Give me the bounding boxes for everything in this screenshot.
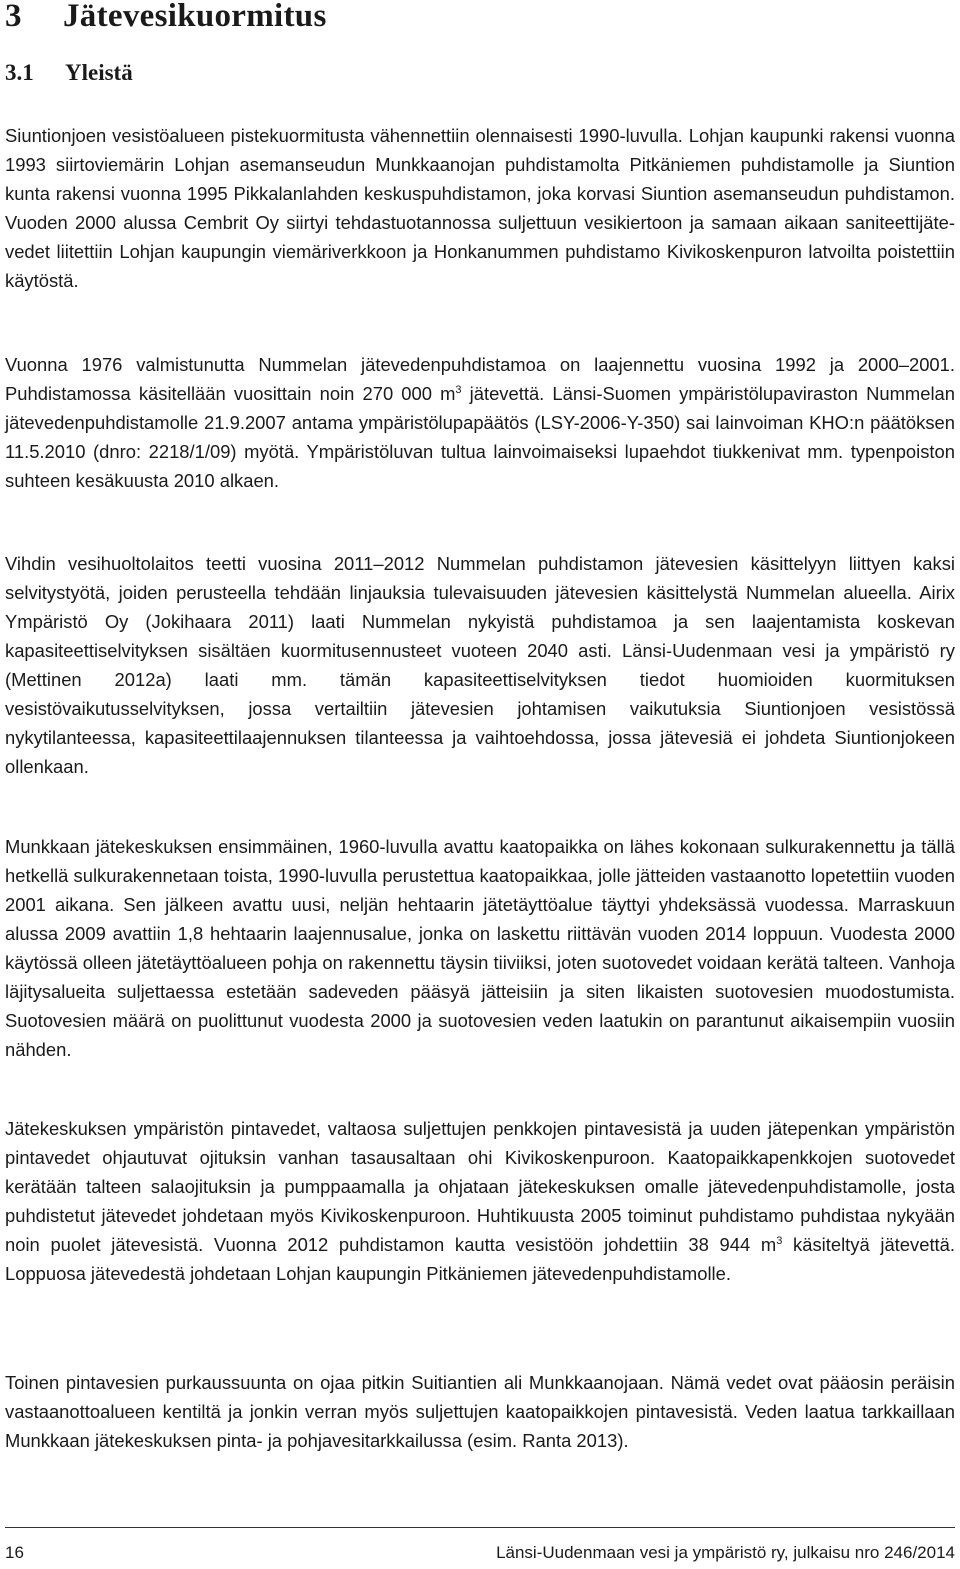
page-number: 16 <box>5 1543 24 1562</box>
section-heading <box>5 60 133 86</box>
chapter-heading <box>5 0 327 35</box>
paragraph-jatekeskus-pintavedet <box>5 1114 955 1288</box>
paragraph-purkaussuunta: Toinen pintavesien purkaussuunta on ojaa pitkin Suitiantien ali Munkkaanojaan. Nämä vedet ovat pääosin peräisin vastaanottoalueen kentiltä ja jonkin verran myös suljettujen kaatopaikkojen pintavesistä. Veden laatua tarkkaillaan Munkkaan jätekeskuksen pinta- ja pohjavesitarkkailussa (esim. Ranta 2013). <box>5 1372 955 1452</box>
publication-info: Länsi-Uudenmaan vesi ja ympäristö ry, julkaisu nro 246/2014 <box>496 1543 955 1562</box>
section-number: 3.1 <box>5 60 34 85</box>
footer-divider <box>5 1527 955 1528</box>
superscript: 3 <box>455 384 462 397</box>
paragraph-pistekuormitus: Siuntionjoen vesistöalueen pistekuormitusta vähennettiin olennaisesti 1990-luvulla. Lohjan kaupunki rakensi vuonna 1993 siirtoviemärin Lohjan asemanseudun Munkkaanojan puhdistamolta Pitkäniemen puhdistamolle ja Siuntion kunta rakensi vuonna 1995 Pikkalanlahden keskuspuhdistamon, joka korvasi Siuntion asemanseudun puhdistamon. Vuoden 2000 alussa Cembrit Oy siirtyi tehdastuotannossa suljettuun vesikiertoon ja samaan aikaan saniteettijätevedet liitettiin Lohjan kaupungin viemäriverkkoon ja Honkanummen puhdistamo Kivikoskenpuron latvoilta poistettiin käytöstä. <box>5 125 955 292</box>
page-footer <box>5 1543 955 1563</box>
paragraph-munkkaan-jatekeskus: Munkkaan jätekeskuksen ensimmäinen, 1960-luvulla avattu kaatopaikka on lähes kokonaan sulkurakennettu ja tällä hetkellä sulkurakennetaan toista, 1990-luvulla perustettua kaatopaikkaa, jolle jätteiden vastaanotto lopetettiin vuoden 2001 aikana. Sen jälkeen avattu uusi, neljän hehtaarin jätetäyttöalue täyttyi yhdeksässä vuodessa. Marraskuun alussa 2009 avattiin 1,8 hehtaarin laajennusalue, jonka on laskettu riittävän vuoden 2014 loppuun. Vuodesta 2000 käytössä olleen jätetäyttöalueen pohja on rakennettu täysin tiiviiksi, joten suotovedet voidaan kerätä talteen. Vanhoja läjitysalueita suljettaessa estetään sadeveden pääsyä jätteisiin ja siten likaisten suotovesien muodostumista. Suotovesien määrä on puolittunut vuodesta 2000 ja suotovesien veden laatukin on parantunut aikaisempiin vuosiin nähden. <box>5 836 955 1061</box>
section-title: Yleistä <box>65 60 133 85</box>
paragraph-vihdin-vesihuoltolaitos: Vihdin vesihuoltolaitos teetti vuosina 2011–2012 Nummelan puhdistamon jätevesien käsittelyyn liittyen kaksi selvitystyötä, joiden perusteella tehdään linjauksia tulevaisuuden jätevesien käsittelystä Nummelan alueella. Airix Ympäristö Oy (Jokihaara 2011) laati Nummelan nykyistä puhdistamoa ja sen laajentamista koskevan kapasiteettiselvityksen sisältäen kuormitusennusteet vuoteen 2040 asti. Länsi-Uudenmaan vesi ja ympäristö ry (Mettinen 2012a) laati mm. tämän kapasiteettiselvityksen tiedot huomioiden kuormituksen vesistövaikutusselvityksen, jossa vertailtiin jätevesien johtamisen vaikutuksia Siuntionjoen vesistössä nykytilanteessa, kapasiteettilaajennuksen tilanteessa ja vaihtoehdossa, jossa jätevesiä ei johdeta Siuntionjokeen ollenkaan. <box>5 553 955 778</box>
paragraph-text: käsiteltyä jätevettä. Loppuosa jätevedestä johdetaan Lohjan kaupungin Pitkäniemen jätevedenpuhdistamolle. <box>5 1234 956 1285</box>
superscript: 3 <box>776 1235 783 1248</box>
chapter-title: Jätevesikuormitus <box>63 0 327 34</box>
paragraph-text: Jätekeskuksen ympäristön pintavedet, valtaosa suljettujen penkkojen pintavesistä ja uuden jätepenkan ympäristön pintavedet ohjautuvat ojituksin vanhan tasausaltaan ohi Kivikoskenpuroon. Kaatopaikkapenkkojen suotovedet kerätään talteen salaojituksin ja pumppaamalla ja ohjataan jätekeskuksen omalle jätevedenpuhdistamolle, josta puhdistetut jätevedet johdetaan myös Kivikoskenpuroon. Huhtikuusta 2005 toiminut puhdistamo puhdistaa nykyään noin puolet jätevesistä. Vuonna 2012 puhdistamon kautta vesistöön johdettiin 38 944 m <box>5 1118 955 1256</box>
chapter-number: 3 <box>5 0 22 34</box>
paragraph-text: Vuonna 1976 valmistunutta Nummelan jätevedenpuhdistamoa on laajennettu vuosina 1992 ja 2000–2001. Puhdistamossa käsitellään vuosittain noin 270 000 m <box>5 354 955 405</box>
paragraph-nummela-puhdistamo <box>5 350 955 495</box>
paragraph-text: jätevettä. Länsi-Suomen ympäristölupaviraston Nummelan jätevedenpuhdistamolle 21.9.2007 antama ympäristölupapäätös (LSY-2006-Y-350) sai lainvoiman KHO:n päätöksen 11.5.2010 (dnro: 2218/1/09) myötä. Ympäristöluvan tultua lainvoimaiseksi lupaehdot tiukkenivat mm. typenpoiston suhteen kesäkuusta 2010 alkaen. <box>5 383 955 492</box>
